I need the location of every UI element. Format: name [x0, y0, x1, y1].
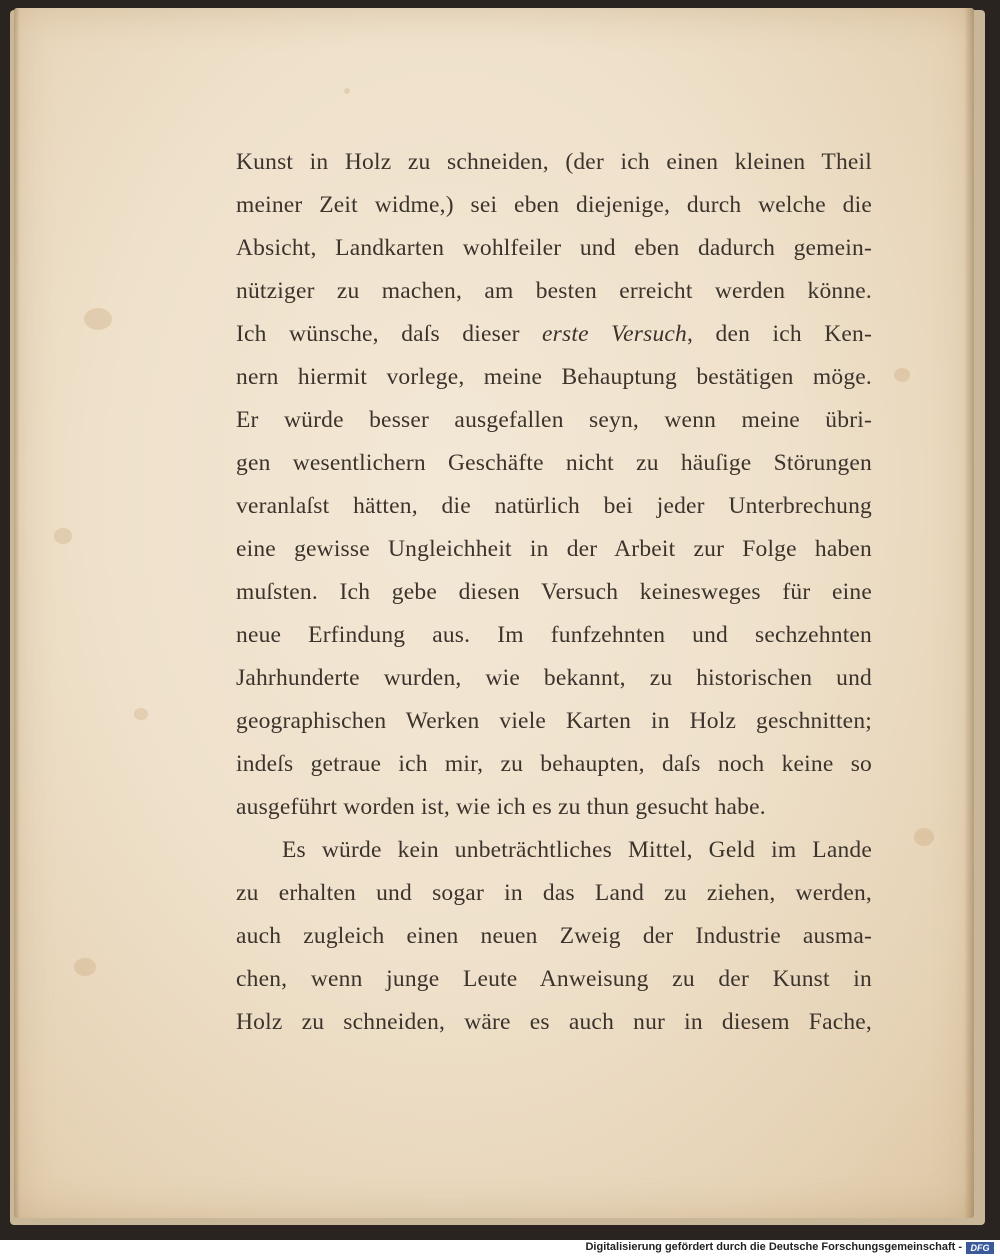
foxing-spot	[134, 708, 148, 720]
text-line: meiner Zeit widme,) sei eben diejenige, durch welche die	[236, 192, 872, 218]
foxing-spot	[914, 828, 934, 846]
dfg-logo-icon: DFG	[966, 1242, 994, 1254]
digitization-footer	[0, 1240, 1000, 1257]
body-text	[236, 141, 872, 1044]
italic-emphasis: erste Versuch	[542, 321, 687, 347]
text-line	[236, 313, 872, 356]
text-line: gen wesentlichern Geschäfte nicht zu häuſige Störungen	[236, 450, 872, 476]
text-line: Kunst in Holz zu schneiden, (der ich einen kleinen Theil	[236, 149, 872, 175]
text-line: auch zugleich einen neuen Zweig der Industrie ausma-	[236, 923, 872, 949]
text-line: nern hiermit vorlege, meine Behauptung bestätigen möge.	[236, 364, 872, 390]
text-line: Jahrhunderte wurden, wie bekannt, zu historischen und	[236, 665, 872, 691]
text-line: muſsten. Ich gebe diesen Versuch keinesweges für eine	[236, 579, 872, 605]
text-line: indeſs getraue ich mir, zu behaupten, daſs noch keine so	[236, 751, 872, 777]
foxing-spot	[344, 88, 350, 94]
text-line: Holz zu schneiden, wäre es auch nur in diesem Fache,	[236, 1009, 872, 1035]
funding-credit: Digitalisierung gefördert durch die Deutsche Forschungsgemeinschaft -	[585, 1241, 962, 1253]
foxing-spot	[54, 528, 72, 544]
text-line: eine gewisse Ungleichheit in der Arbeit zur Folge haben	[236, 536, 872, 562]
text-line: Er würde besser ausgefallen seyn, wenn meine übri-	[236, 407, 872, 433]
foxing-spot	[84, 308, 112, 330]
book-page	[14, 8, 974, 1218]
page-edge	[964, 8, 974, 1218]
text-run: , den ich Ken-	[686, 321, 873, 347]
text-line: chen, wenn junge Leute Anweisung zu der Kunst in	[236, 966, 872, 992]
text-line: ausgeführt worden ist, wie ich es zu thun gesucht habe.	[236, 794, 766, 820]
text-run: Ich wünsche, daſs dieser	[236, 321, 543, 347]
text-line: neue Erfindung aus. Im funfzehnten und sechzehnten	[236, 622, 872, 648]
foxing-spot	[894, 368, 910, 382]
text-line: nütziger zu machen, am besten erreicht werden könne.	[236, 278, 872, 304]
paragraph-start-line: Es würde kein unbeträchtliches Mittel, Geld im Lande	[282, 837, 872, 863]
text-line: zu erhalten und sogar in das Land zu ziehen, werden,	[236, 880, 872, 906]
text-line: veranlaſst hätten, die natürlich bei jeder Unterbrechung	[236, 493, 872, 519]
text-line: geographischen Werken viele Karten in Holz geschnitten;	[236, 708, 872, 734]
binding-shadow	[14, 8, 20, 1218]
foxing-spot	[74, 958, 96, 976]
text-line: Absicht, Landkarten wohlfeiler und eben dadurch gemein-	[236, 235, 872, 261]
